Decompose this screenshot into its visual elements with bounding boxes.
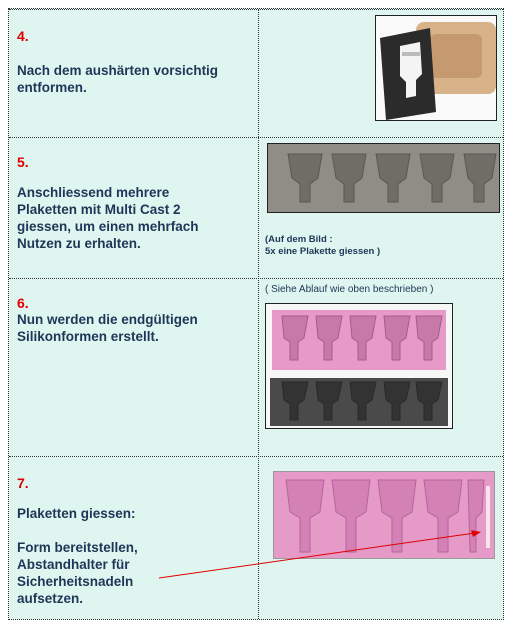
step-text-line: Nach dem aushärten vorsichtig	[17, 63, 219, 78]
step-row-4	[9, 9, 503, 138]
step-row-7	[9, 456, 503, 620]
step-text-line: Plaketten giessen:	[17, 506, 136, 521]
step-text-line: Plaketten mit Multi Cast 2	[17, 202, 181, 217]
step-text-line: aufsetzen.	[17, 591, 84, 606]
step-text-line: Nutzen zu erhalten.	[17, 236, 141, 251]
instruction-table	[8, 8, 504, 620]
step-row-5	[9, 137, 503, 279]
step-text-line: Anschliessend mehrere	[17, 185, 170, 200]
step-row-6	[9, 278, 503, 457]
caption-line: (Auf dem Bild :	[265, 234, 333, 245]
multi-cast-plaques-photo	[267, 143, 500, 213]
step-number: 7.	[17, 475, 29, 491]
step-text-line: Silikonformen erstellt.	[17, 329, 159, 344]
demolding-photo	[375, 15, 497, 121]
step-number: 6.	[17, 295, 29, 311]
silicone-molds-photo	[265, 303, 453, 429]
step-number: 5.	[17, 154, 29, 170]
step-text-line: Sicherheitsnadeln	[17, 574, 134, 589]
pointer-arrow	[9, 457, 505, 620]
step-text-line: Abstandhalter für	[17, 557, 130, 572]
caption-line: 5x eine Plakette giessen )	[265, 246, 381, 257]
step-text-line: Nun werden die endgültigen	[17, 312, 198, 327]
step-text-line: Form bereitstellen,	[17, 540, 138, 555]
step-text-line: entformen.	[17, 80, 87, 95]
photo-caption: ( Siehe Ablauf wie oben beschrieben )	[265, 284, 434, 295]
photo-caption	[265, 234, 380, 258]
step-text-line: giessen, um einen mehrfach	[17, 219, 199, 234]
step-number: 4.	[17, 28, 29, 44]
